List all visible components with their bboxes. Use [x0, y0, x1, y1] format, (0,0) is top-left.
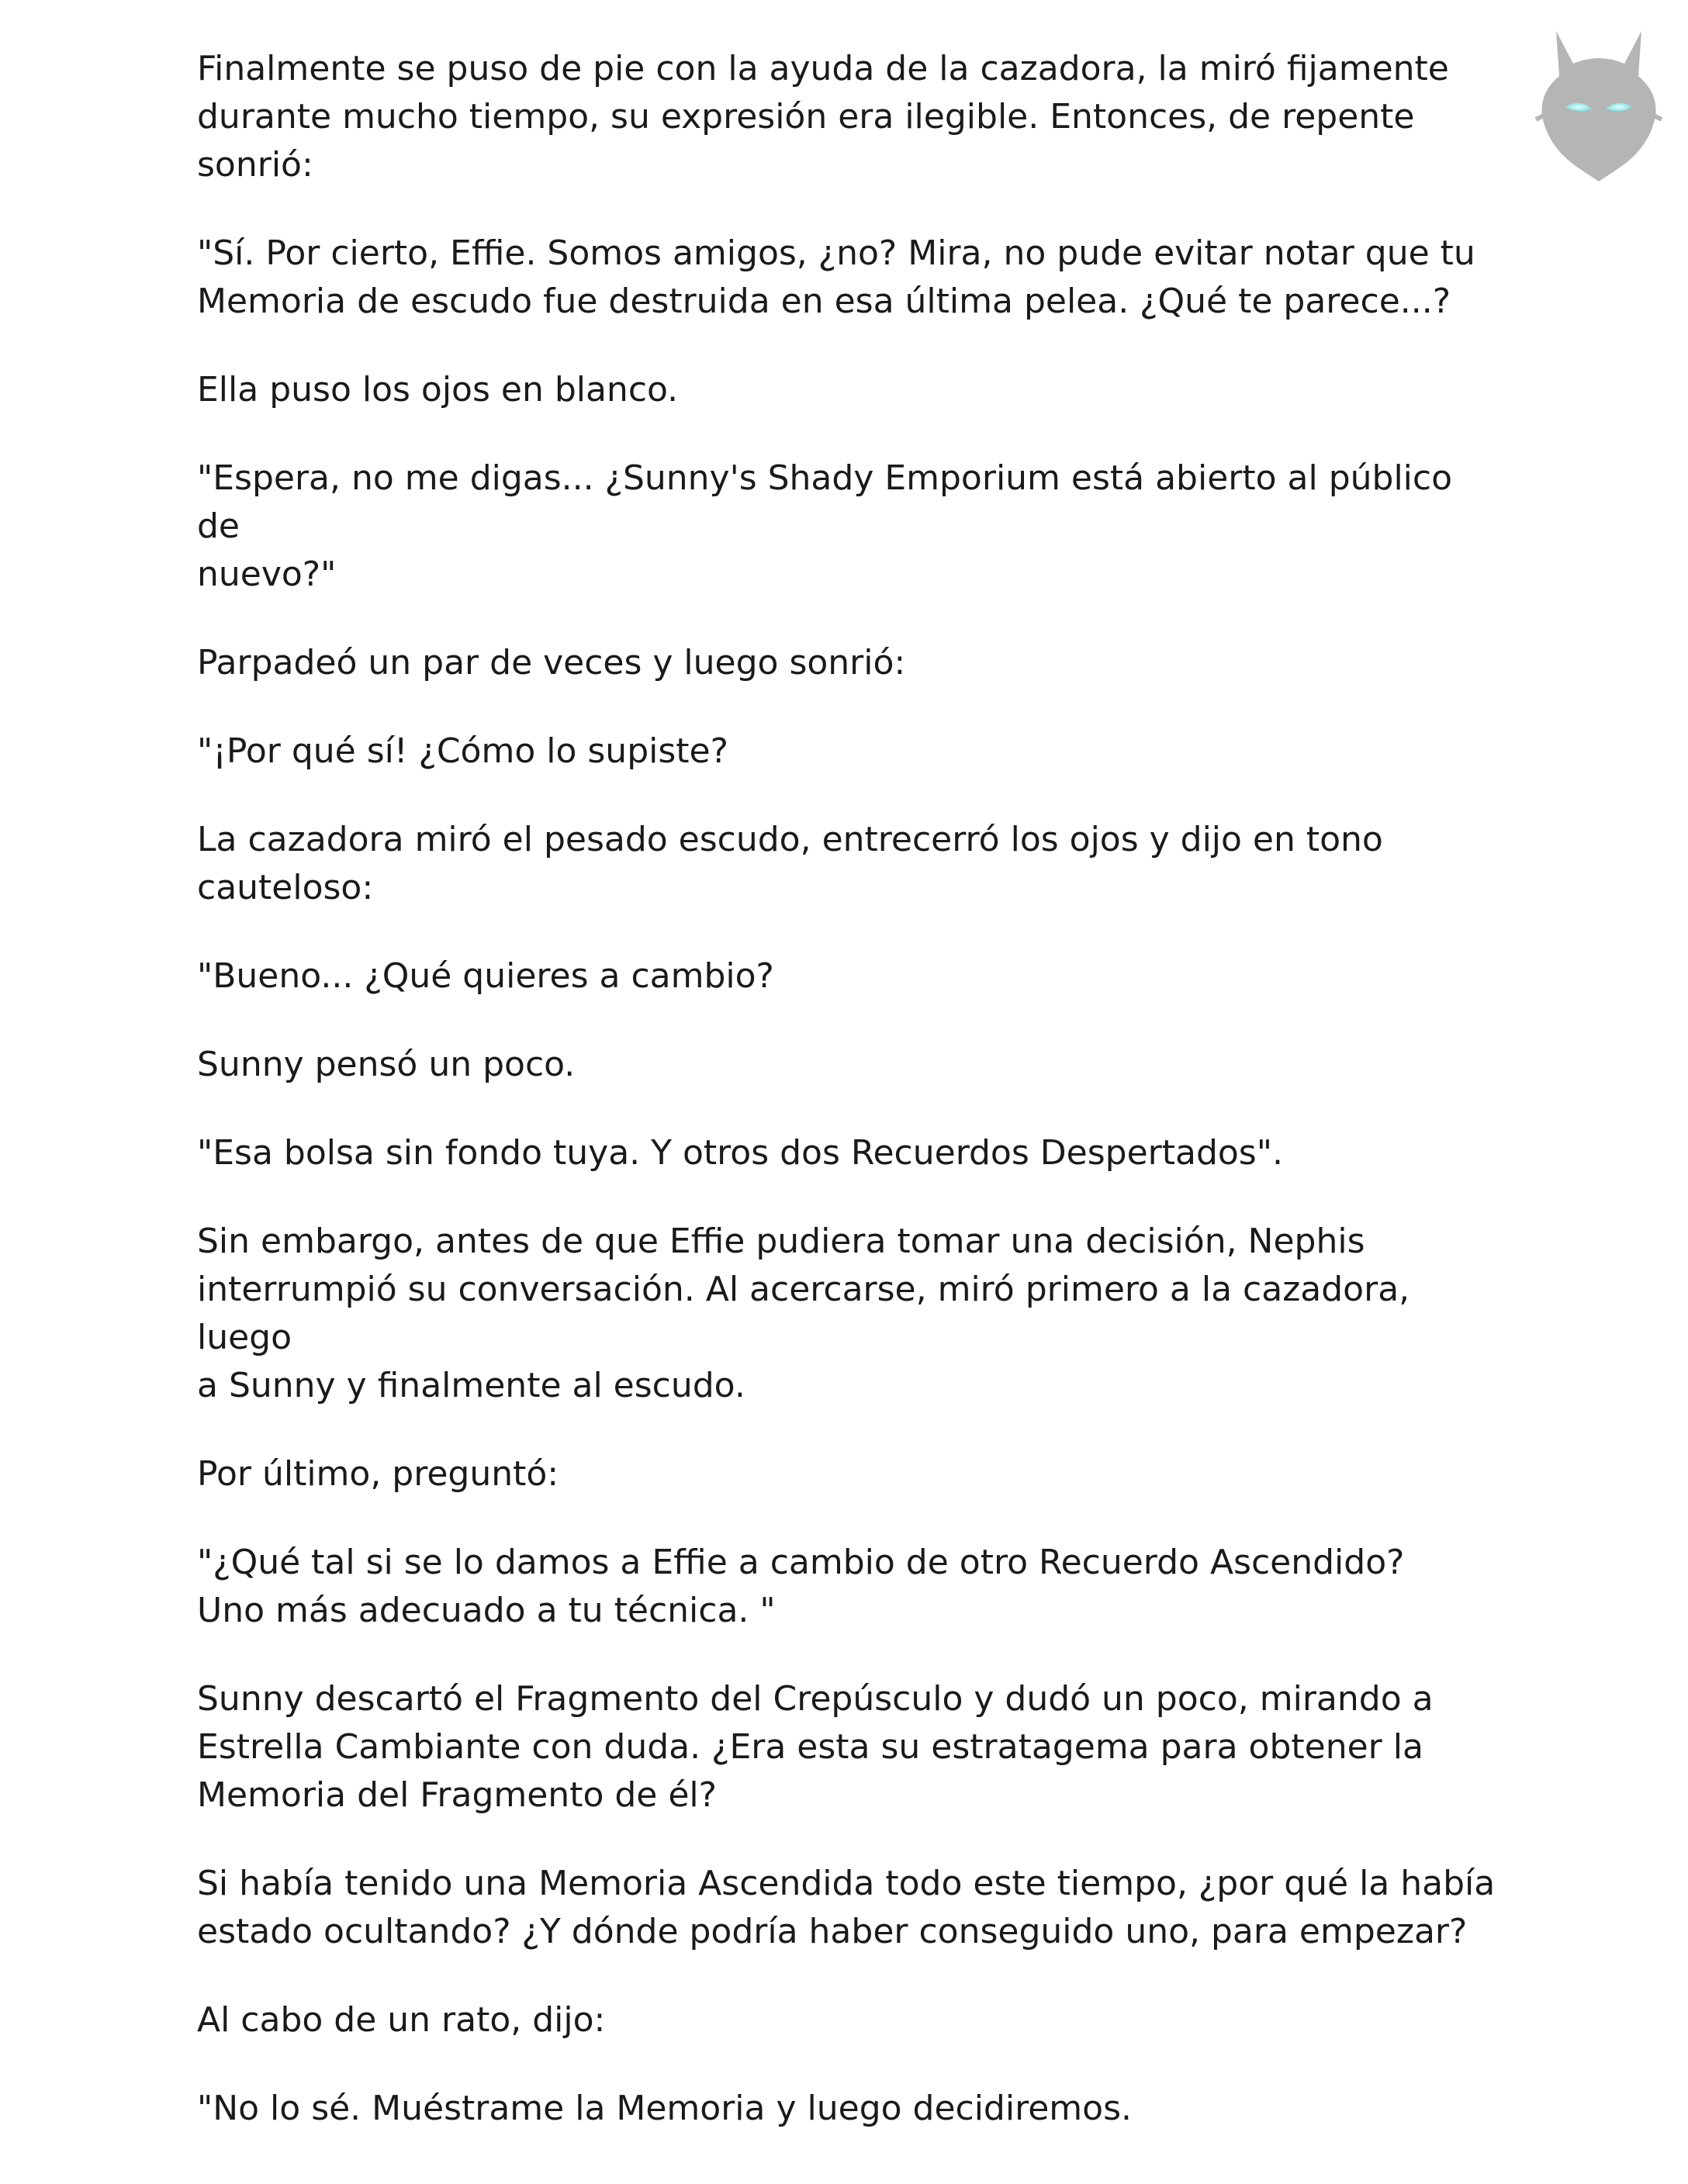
paragraph: Finalmente se puso de pie con la ayuda de la cazadora, la miró fijamente durante mucho tiempo, su expresión era ilegible. Entonces, de repente sonrió: [197, 49, 1449, 185]
paragraph: "¿Qué tal si se lo damos a Effie a cambio de otro Recuerdo Ascendido? Uno más adecuado a tu técnica. " [197, 1543, 1405, 1630]
paragraph: "Sí. Por cierto, Effie. Somos amigos, ¿no? Mira, no pude evitar notar que tu Memoria de escudo fue destruida en esa última pelea. ¿Qué te parece...? [197, 233, 1475, 321]
paragraph: Sunny pensó un poco. [197, 1045, 576, 1084]
body-text [197, 45, 1500, 2173]
horned-demon-head-icon [1525, 16, 1672, 186]
paragraph: Sunny descartó el Fragmento del Crepúsculo y dudó un poco, mirando a Estrella Cambiante con duda. ¿Era esta su estratagema para obtener la Memoria del Fragmento de él? [197, 1679, 1434, 1815]
paragraph: Al cabo de un rato, dijo: [197, 2000, 606, 2040]
paragraph: Sin embargo, antes de que Effie pudiera tomar una decisión, Nephis interrumpió su conversación. Al acercarse, miró primero a la cazadora, luego a Sunny y finalmente al escudo. [197, 1222, 1410, 1405]
paragraph: Ella puso los ojos en blanco. [197, 370, 679, 410]
paragraph: Por último, preguntó: [197, 1454, 559, 1494]
paragraph: "¡Por qué sí! ¿Cómo lo supiste? [197, 731, 728, 771]
paragraph: "No lo sé. Muéstrame la Memoria y luego decidiremos. [197, 2089, 1132, 2128]
paragraph: Parpadeó un par de veces y luego sonrió: [197, 643, 906, 682]
paragraph: "Bueno... ¿Qué quieres a cambio? [197, 956, 774, 996]
paragraph: "Espera, no me digas... ¿Sunny's Shady Emporium está abierto al público de nuevo?" [197, 458, 1453, 594]
paragraph: La cazadora miró el pesado escudo, entrecerró los ojos y dijo en tono cauteloso: [197, 820, 1383, 907]
paragraph: "Esa bolsa sin fondo tuya. Y otros dos Recuerdos Despertados". [197, 1133, 1283, 1173]
paragraph: Si había tenido una Memoria Ascendida todo este tiempo, ¿por qué la había estado ocultando? ¿Y dónde podría haber conseguido uno, para empezar? [197, 1864, 1496, 1951]
